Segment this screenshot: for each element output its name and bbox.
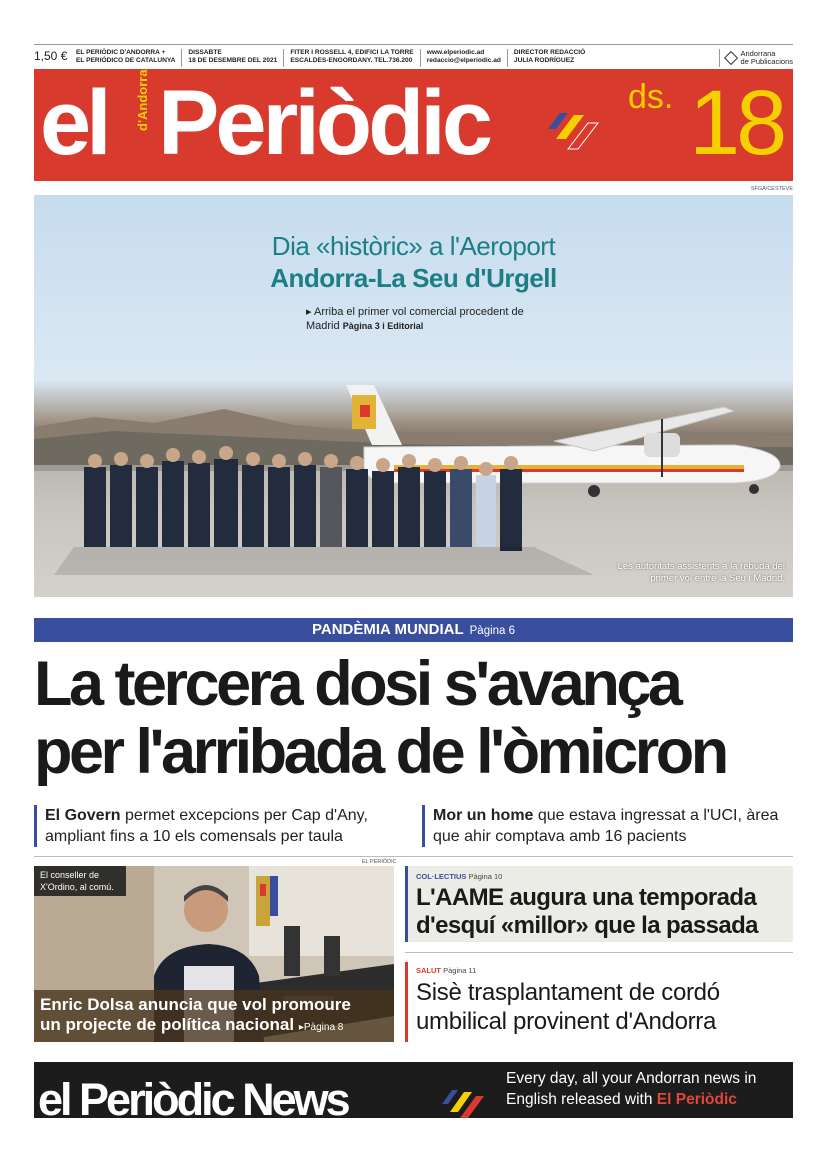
story-kicker-label: COL·LECTIUS — [416, 872, 467, 881]
hero-caption-line: Les autoritats assistents a la rebuda del — [617, 561, 785, 572]
address-info — [283, 49, 419, 67]
story-aame[interactable] — [405, 866, 793, 942]
photo2-caption-line: X'Ordino, al comú. — [40, 882, 114, 892]
deck-bold-lead: El Govern — [45, 807, 121, 824]
publisher-line: Andorrana — [740, 49, 776, 58]
address-line: FITER I ROSSELL 4, EDIFICI LA TORRE — [290, 49, 414, 56]
deck-text: permet excepcions per Cap d'Any, ampliant fins a 10 els comensals per taula — [45, 807, 368, 845]
hero-page-ref[interactable]: Pàgina 3 i Editorial — [342, 321, 424, 331]
news-logo: el Periòdic News — [38, 1074, 348, 1118]
people-group-illustration — [84, 446, 522, 551]
deck-text: que estava ingressat a l'UCI, àrea que ahir comptava amb 16 pacients — [433, 807, 779, 845]
main-headline[interactable] — [34, 650, 814, 786]
story-kicker — [416, 966, 793, 975]
deck-bold-lead: Mor un home — [433, 807, 534, 824]
masthead-andorra: d'Andorra — [135, 69, 150, 131]
address-line: ESCALDES-ENGORDANY. TEL.736.200 — [290, 57, 413, 64]
story-kicker — [416, 872, 793, 881]
photo2-headline-line1: Enric Dolsa anuncia que vol promoure — [40, 995, 351, 1014]
arrow-icon: ▸ — [306, 306, 314, 318]
divider — [405, 952, 793, 953]
hero-photo[interactable] — [34, 195, 793, 597]
price: 1,50 € — [34, 49, 68, 63]
story-title-line2: umbilical provinent d'Andorra — [416, 1008, 717, 1035]
director-info — [507, 49, 619, 67]
diamond-icon — [724, 51, 738, 65]
story-title — [416, 978, 793, 1036]
deck-govern — [34, 805, 404, 847]
deck-uci — [422, 805, 792, 847]
director-name: JULIA RODRÍGUEZ — [513, 57, 575, 64]
photo2-headline-line2: un projecte de política nacional — [40, 1015, 295, 1034]
news-text-line2: English released with — [506, 1091, 657, 1108]
website-link[interactable]: www.elperiodic.ad — [426, 49, 485, 56]
masthead-el: el — [40, 72, 107, 174]
story-title — [416, 884, 793, 940]
story-title-line1: Sisè trasplantament de cordó — [416, 979, 720, 1006]
photo2-caption-line: El conseller de — [40, 870, 100, 880]
section-page-ref[interactable]: Pàgina 6 — [469, 625, 516, 637]
masthead — [34, 69, 793, 181]
date-label: 18 DE DESEMBRE DEL 2021 — [188, 57, 278, 64]
section-bar — [34, 618, 793, 642]
hero-title-line2: Andorra-La Seu d'Urgell — [270, 263, 557, 293]
story-salut[interactable] — [405, 962, 793, 1042]
photo2-caption — [34, 866, 126, 896]
news-brand: El Periòdic — [656, 1091, 737, 1108]
story-title-line1: L'AAME augura una temporada — [416, 884, 757, 911]
publisher-logo — [719, 49, 793, 67]
email-link[interactable]: redaccio@elperiodic.ad — [426, 57, 501, 64]
date-info — [181, 49, 283, 67]
hero-subtitle-text: Arriba el primer vol comercial procedent de Madrid — [306, 306, 524, 332]
headline-line1: La tercera dosi s'avança — [34, 649, 680, 719]
weekday-label: DISSABTE — [188, 49, 222, 56]
news-banner-text — [506, 1068, 756, 1110]
weekday-abbrev: ds. — [628, 78, 674, 116]
divider — [34, 856, 793, 857]
photo2-credit: EL PERIÒDIC — [362, 859, 397, 865]
dolsa-photo[interactable] — [34, 866, 394, 1042]
story-page-ref: Pàgina 10 — [468, 872, 503, 881]
flag-stripes-icon — [442, 1084, 486, 1118]
section-label: PANDÈMIA MUNDIAL — [311, 621, 464, 638]
publication-info — [74, 49, 181, 67]
publication-line: EL PERIÓDICO DE CATALUNYA — [76, 57, 176, 64]
story-title-line2: d'esquí «millor» que la passada — [416, 912, 758, 939]
director-title: DIRECTOR REDACCIÓ — [513, 49, 586, 56]
hero-caption — [618, 561, 785, 585]
flag-stripes-icon — [546, 103, 604, 151]
story-kicker-label: SALUT — [416, 966, 441, 975]
day-number: 18 — [689, 72, 784, 174]
headline-line2: per l'arribada de l'òmicron — [34, 717, 726, 787]
top-info-strip — [34, 44, 793, 68]
hero-title-line1: Dia «històric» a l'Aeroport — [271, 231, 556, 261]
publication-line: EL PERIÒDIC D'ANDORRA + — [76, 49, 166, 56]
hero-subtitle — [306, 305, 556, 333]
photo2-page-ref[interactable]: ▸Pàgina 8 — [298, 1022, 344, 1033]
publisher-line: de Publicacions — [740, 57, 793, 66]
news-banner[interactable] — [34, 1062, 793, 1118]
hero-caption-line: primer vol entre la Seu i Madrid. — [650, 573, 785, 584]
photo-credit: SFGA/CESTEVE — [750, 186, 793, 192]
masthead-periodic: Periòdic — [158, 72, 490, 174]
news-text-line1: Every day, all your Andorran news in — [506, 1070, 757, 1087]
photo2-headline — [34, 990, 394, 1042]
story-page-ref: Pàgina 11 — [443, 966, 477, 975]
contact-info — [420, 49, 507, 67]
